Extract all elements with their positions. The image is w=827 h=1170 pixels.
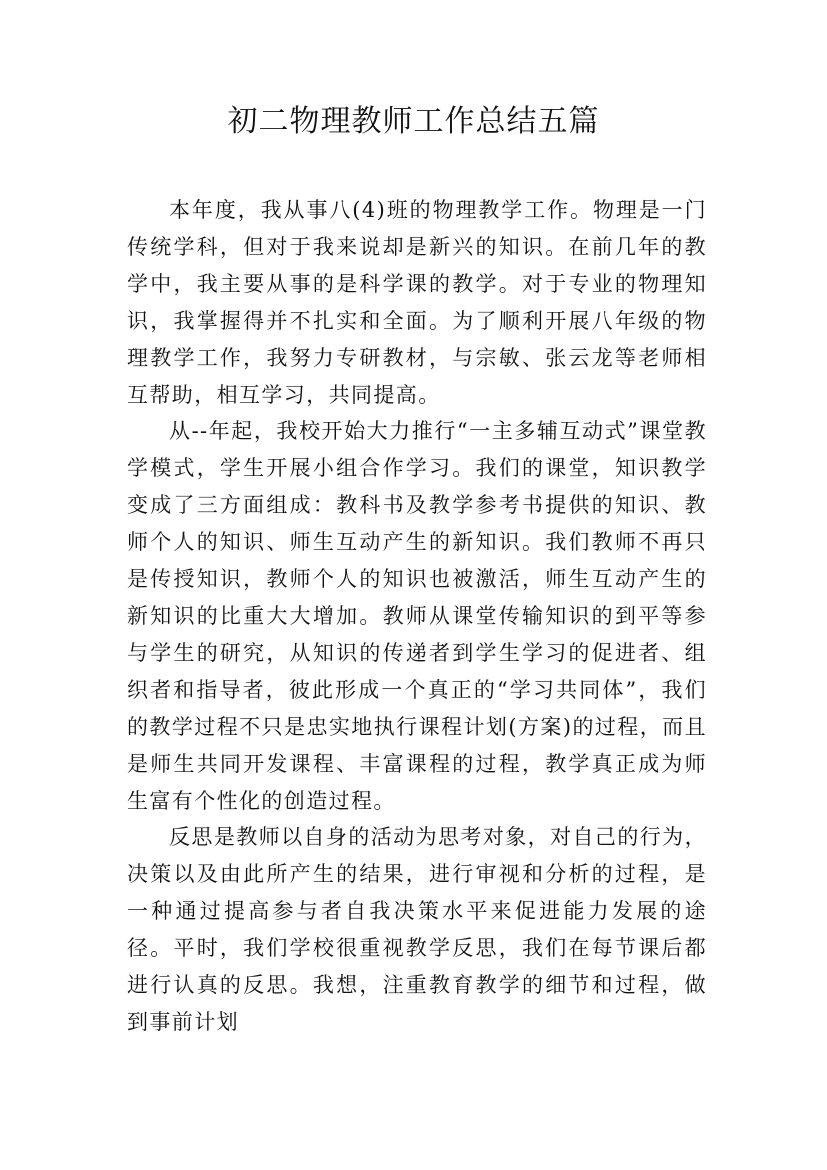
document-body [127,192,707,1041]
paragraph-1: 本年度，我从事八(4)班的物理教学工作。物理是一门传统学科，但对于我来说却是新兴的知识。在前几年的教学中，我主要从事的是科学课的教学。对于专业的物理知识，我掌握得并不扎实和全面。为了顺利开展八年级的物理教学工作，我努力专研教材，与宗敏、张云龙等老师相互帮助，相互学习，共同提高。 [127,198,707,407]
paragraph-2: 从--年起，我校开始大力推行“一主多辅互动式”课堂教学模式，学生开展小组合作学习。我们的课堂，知识教学变成了三方面组成：教科书及教学参考书提供的知识、教师个人的知识、师生互动产生的新知识。我们教师不再只是传授知识，教师个人的知识也被激活，师生互动产生的新知识的比重大大增加。教师从课堂传输知识的到平等参与学生的研究，从知识的传递者到学生学习的促进者、组织者和指导者，彼此形成一个真正的“学习共同体”，我们的教学过程不只是忠实地执行课程计划(方案)的过程，而且是师生共同开发课程、丰富课程的过程，教学真正成为师生富有个性化的创造过程。 [127,419,707,813]
paragraph-3: 反思是教师以自身的活动为思考对象，对自己的行为，决策以及由此所产生的结果，进行审视和分析的过程，是一种通过提高参与者自我决策水平来促进能力发展的途径。平时，我们学校很重视教学反思，我们在每节课后都进行认真的反思。我想，注重教育教学的细节和过程，做到事前计划 [127,825,707,1034]
document-title: 初二物理教师工作总结五篇 [227,104,600,139]
